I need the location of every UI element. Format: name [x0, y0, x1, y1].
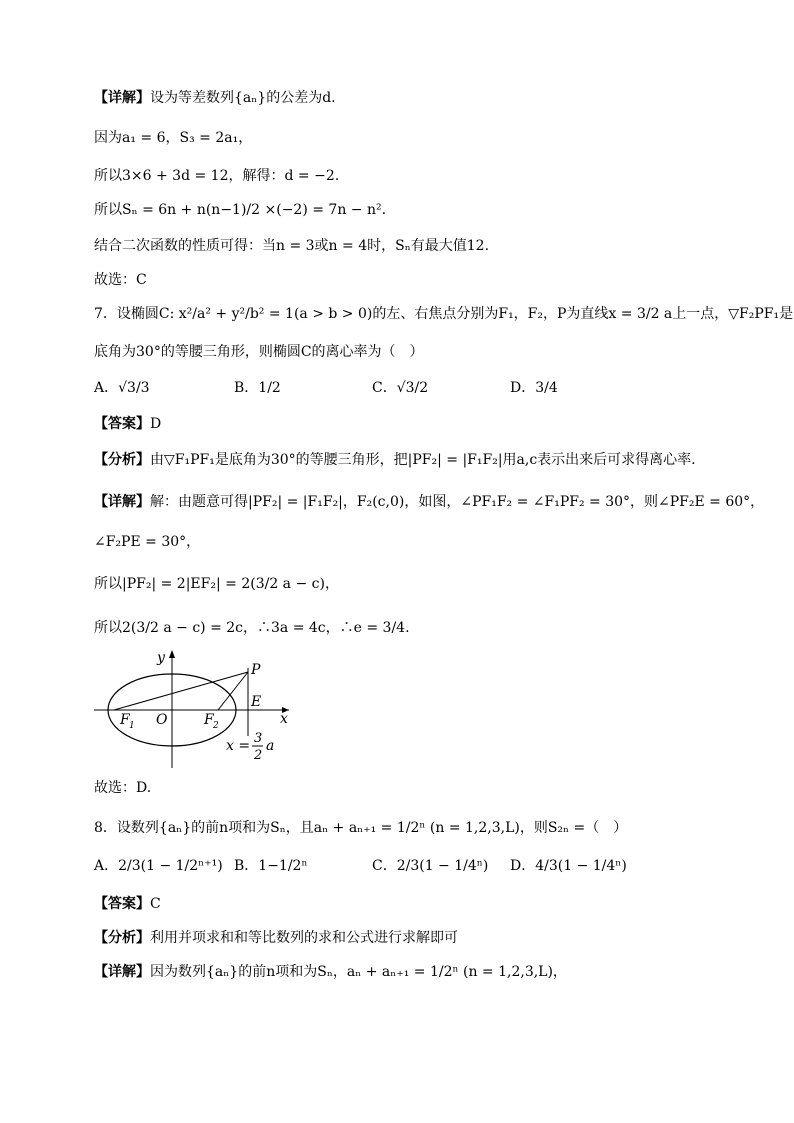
ellipse-diagram — [94, 648, 304, 773]
segment-f2-p — [218, 672, 248, 710]
label-line-num: 3 — [254, 731, 263, 746]
q8-option-d: D．4/3(1 − 1/4ⁿ) — [510, 858, 627, 874]
label-line-eq: x = — [226, 738, 251, 754]
q8-option-a: A．2/3(1 − 1/2ⁿ⁺¹) — [94, 858, 223, 874]
text-line-3: 所以3×6 + 3d = 12，解得：d = −2. — [94, 168, 340, 184]
segment-f1-p — [114, 672, 248, 710]
q7-option-b: B．1/2 — [234, 380, 281, 396]
q7-option-c: C．√3/2 — [372, 380, 429, 396]
answer-choice-line: 故选：C — [94, 272, 147, 288]
q8-analysis: 【分析】利用并项求和和等比数列的求和公式进行求解即可 — [94, 930, 458, 946]
q7-option-a: A．√3/3 — [94, 380, 150, 396]
q8-detail-1: 【详解】因为数列{aₙ}的前n项和为Sₙ，aₙ + aₙ₊₁ = 1/2ⁿ (n = 1,2,3,L)， — [94, 964, 567, 980]
text-line-4: 所以Sₙ = 6n + n(n−1)/2 ×(−2) = 7n − n². — [94, 202, 387, 218]
label-f1-sub: 1 — [129, 721, 135, 731]
q7-option-d: D．3/4 — [510, 380, 558, 396]
q8-answer: 【答案】C — [94, 896, 161, 912]
section-tag: 【详解】 — [94, 494, 150, 510]
section-tag: 【详解】 — [94, 90, 150, 106]
label-line-var: a — [266, 738, 275, 754]
label-p: P — [251, 662, 261, 678]
detail-line-1: 【详解】设为等差数列{aₙ}的公差为d. — [94, 90, 336, 106]
question-8-stem: 8．设数列{aₙ}的前n项和为Sₙ，且aₙ + aₙ₊₁ = 1/2ⁿ (n = 1,2,3,L)，则S₂ₙ =（ ） — [94, 820, 628, 836]
y-axis-arrow — [169, 650, 175, 658]
q7-detail-1: 【详解】解：由题意可得|PF₂| = |F₁F₂|，F₂(c,0)，如图，∠PF₁F₂ = ∠F₁PF₂ = 30°，则∠PF₂E = 60°， — [94, 494, 765, 510]
section-tag: 【分析】 — [94, 452, 150, 468]
text-line-5: 结合二次函数的性质可得：当n = 3或n = 4时，Sₙ有最大值12. — [94, 238, 490, 254]
q7-final-choice: 故选：D. — [94, 780, 152, 796]
section-tag: 【分析】 — [94, 930, 150, 946]
label-o: O — [156, 712, 168, 728]
q7-detail-3: 所以|PF₂| = 2|EF₂| = 2(3/2 a − c)， — [94, 576, 339, 592]
q8-option-b: B．1−1/2ⁿ — [234, 858, 308, 874]
section-tag: 【答案】 — [94, 896, 150, 912]
q7-answer: 【答案】D — [94, 416, 162, 432]
label-f2: F — [204, 712, 214, 728]
q8-option-c: C．2/3(1 − 1/4ⁿ) — [372, 858, 489, 874]
q7-detail-4: 所以2(3/2 a − c) = 2c，∴3a = 4c，∴e = 3/4. — [94, 620, 410, 636]
label-f2-sub: 2 — [213, 721, 219, 731]
question-7-stem: 7．设椭圆C: x²/a² + y²/b² = 1(a > b > 0)的左、右焦点分别为F₁，F₂，P为直线x = 3/2 a上一点，▽F₂PF₁是 — [94, 306, 794, 322]
question-7-stem-cont: 底角为30°的等腰三角形，则椭圆C的离心率为（ ） — [94, 344, 424, 360]
label-f1: F — [120, 712, 130, 728]
section-tag: 【详解】 — [94, 964, 150, 980]
label-e: E — [251, 694, 262, 710]
section-tag: 【答案】 — [94, 416, 150, 432]
label-x: x — [280, 711, 288, 727]
label-y: y — [157, 650, 165, 666]
label-line-den: 2 — [254, 748, 263, 763]
q7-analysis: 【分析】由▽F₁PF₁是底角为30°的等腰三角形，把|PF₂| = |F₁F₂|用a,c表示出来后可求得离心率. — [94, 452, 696, 468]
q7-detail-2: ∠F₂PE = 30°， — [94, 534, 201, 550]
text-line-2: 因为a₁ = 6，S₃ = 2a₁， — [94, 130, 253, 146]
